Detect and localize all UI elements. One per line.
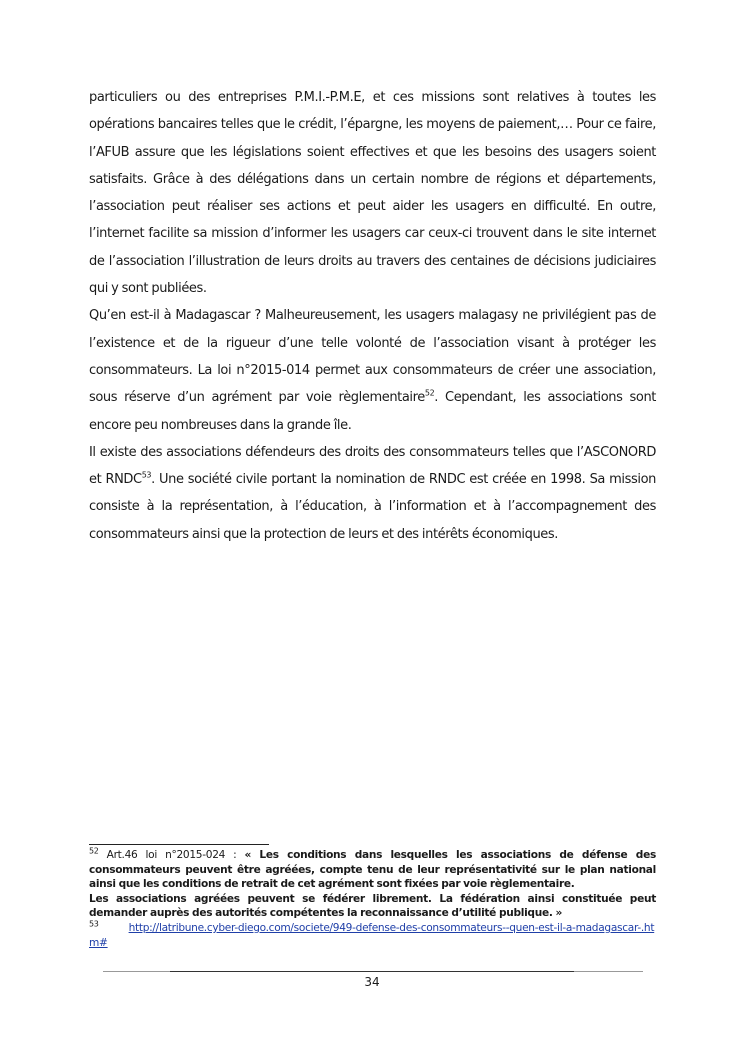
- footnote-53-link[interactable]: http://latribune.cyber-diego.com/societe/949-defense-des-consommateurs--quen-est-il-a-madagascar-.htm#: [89, 921, 655, 949]
- footnote-separator: [89, 844, 269, 845]
- footnote-52: [89, 848, 656, 892]
- paragraph-associations-text-b: . Une société civile portant la nomination de RNDC est créée en 1998. Sa mission consiste à la représentation, à l’éducation, à l’information et à l’accompagnement des consommateurs ainsi que la protection de leurs et des intérêts économiques.: [89, 472, 656, 542]
- footnote-52-quote-1: « Les conditions dans lesquelles les associations de défense des consommateurs peuvent être agréées, compte tenu de leur représentativité sur le plan national ainsi que les conditions de retrait de cet agrément sont fixées par voie règlementaire.: [89, 849, 656, 891]
- body-text: [89, 84, 656, 548]
- footnote-53-number: 53: [89, 919, 99, 929]
- footnote-52-source: Art.46 loi n°2015-024 :: [98, 849, 245, 861]
- paragraph-afub: particuliers ou des entreprises P.M.I.-P.M.E, et ces missions sont relatives à toutes les opérations bancaires telles que le crédit, l’épargne, les moyens de paiement,… Pour ce faire, l’AFUB assure que les législations soient effectives et que les besoins des usagers soient satisfaits. Grâce à des délégations dans un certain nombre de régions et départements, l’association peut réaliser ses actions et peut aider les usagers en difficulté. En outre, l’internet facilite sa mission d’informer les usagers car ceux-ci trouvent dans le site internet de l’association l’illustration de leurs droits au travers des centaines de décisions judiciaires qui y sont publiées.: [89, 90, 656, 297]
- page-number: 34: [364, 975, 380, 989]
- footer-rule-center: [170, 971, 574, 972]
- footnote-52-number: 52: [89, 846, 99, 856]
- footnote-53: [89, 921, 656, 950]
- footnotes: [89, 848, 656, 950]
- paragraph-madagascar-text-b: . Cependant, les associations sont encore peu nombreuses dans la grande île.: [89, 390, 656, 433]
- footnote-ref-53[interactable]: 53: [141, 470, 152, 480]
- footnote-ref-52[interactable]: 52: [424, 388, 435, 398]
- footnote-52-quote-2: Les associations agréées peuvent se fédérer librement. La fédération ainsi constituée peut demander auprès des autorités compétentes la reconnaissance d’utilité publique. »: [89, 892, 656, 920]
- paragraph-associations: [89, 439, 656, 548]
- paragraph-madagascar-text-a: Qu’en est-il à Madagascar ? Malheureusement, les usagers malagasy ne privilégient pas de l’existence et de la rigueur d’une telle volonté de l’association visant à protéger les consommateurs. La loi n°2015-014 permet aux consommateurs de créer une association, sous réserve d’un agrément par voie règlementaire: [89, 308, 656, 406]
- paragraph-associations-text-a: Il existe des associations défendeurs des droits des consommateurs telles que l’ASCONORD et RNDC: [89, 444, 656, 488]
- paragraph-madagascar: [89, 302, 656, 438]
